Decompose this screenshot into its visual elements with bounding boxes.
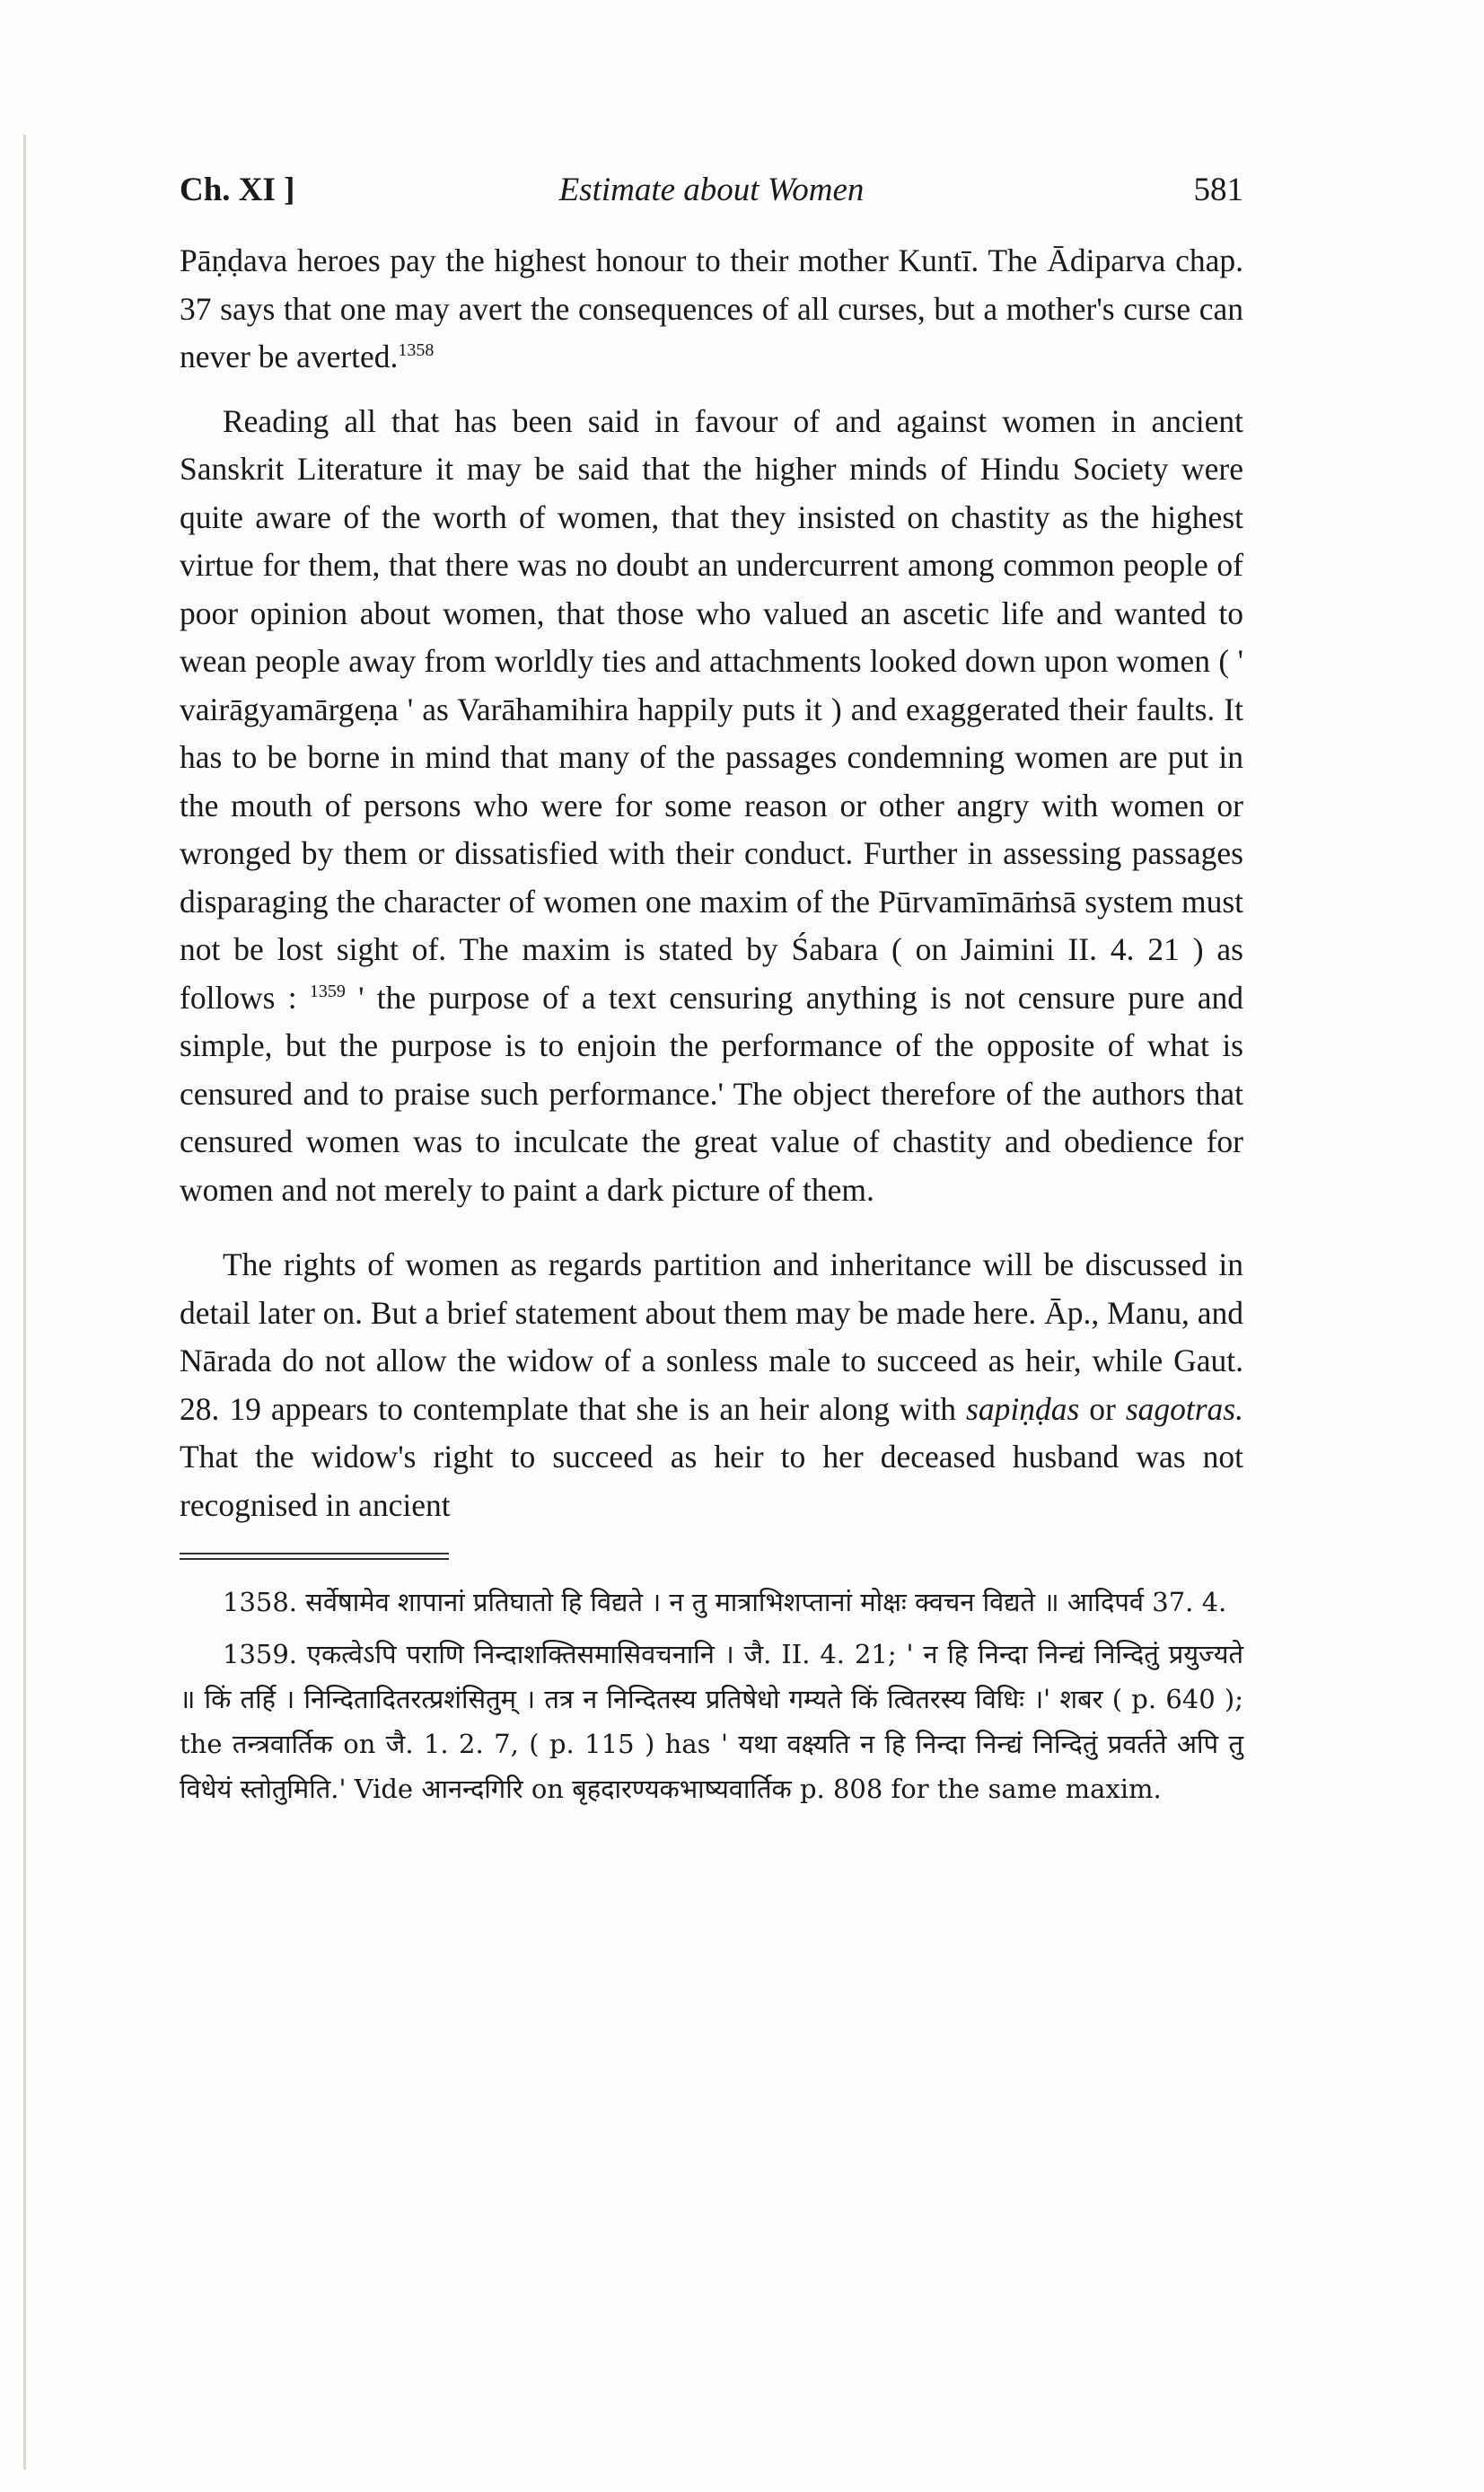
paragraph-2-text-a: Reading all that has been said in favour of and against women in ancient Sanskrit Literature it may be said that the higher minds of Hindu Society were quite aware of the worth of women, that they insisted on chastity as the highest virtue for them, that there was no doubt an undercurrent among common people of poor opinion about women, that those who valued an ascetic life and wanted to wean people away from worldly ties and attachments looked down upon women ( ' vairāgyamārgeṇa ' as Varāhamihira happily puts it ) and exaggerated their faults. It has to be borne in mind that many of the passages condemning women are put in the mouth of persons who were for some reason or other angry with women or wronged by them or dissatisfied with their conduct. Further in assessing passages disparaging the character of women one maxim of the Pūrvamīmāṁsā system must not be lost sight of. The maxim is stated by Śabara ( on Jaimini II. 4. 21 ) as follows : [180, 402, 1243, 1016]
footnote-1358: 1358. सर्वेषामेव शापानां प्रतिघातो हि विद्यते । न तु मात्राभिशप्तानां मोक्षः क्वचन विद्यते ॥ आदिपर्व 37. 4. [223, 1587, 1227, 1617]
term-sagotras: sagotras. [1125, 1390, 1243, 1427]
chapter-label: Ch. XI ] [180, 172, 295, 208]
paragraph-3-text-a: The rights of women as regards partition and inheritance will be discussed in detail later on. But a brief statement about them may be made here. Āp., Manu, and Nārada do not allow the widow of a sonless male to succeed as heir, while Gaut. 28. 19 appears to contemplate that she is an heir along with [180, 1246, 1243, 1427]
paragraph-3-text-b: That the widow's right to succeed as heir to her deceased husband was not recognised in ancient [180, 1439, 1243, 1523]
footnote-1359: 1359. एकत्वेऽपि पराणि निन्दाशक्तिसमासिवचनानि । जै. II. 4. 21; ' न हि निन्दा निन्द्यं निन्दितुं प्रयुज्यते ॥ किं तर्हि । निन्दितादितरत्प्रशंसितुम् । तत्र न निन्दितस्य प्रतिषेधो गम्यते किं त्वितरस्य विधिः ।' शबर ( p. 640 ); the तन्त्रवार्तिक on जै. 1. 2. 7, ( p. 115 ) has ' यथा वक्ष्यति न हि निन्दा निन्द्यं निन्दितुं प्रवर्तते अपि तु विधेयं स्तोतुमिति.' Vide आनन्दगिरि on बृहदारण्यकभाष्यवार्तिक p. 808 for the same maxim. [180, 1639, 1243, 1804]
paragraph-1 [180, 237, 1243, 382]
paragraph-3-mid: or [1079, 1390, 1126, 1427]
running-title: Estimate about Women [558, 172, 865, 208]
book-page [180, 171, 1243, 1811]
body-text [180, 237, 1243, 1529]
footnote-ref-1359: 1359 [309, 981, 346, 1001]
running-header [180, 171, 1243, 217]
paragraph-1-text: Pāṇḍava heroes pay the highest honour to their mother Kuntī. The Ādiparva chap. 37 says that one may avert the consequences of all curses, but a mother's curse can never be averted. [180, 242, 1243, 374]
page-edge-line [23, 135, 26, 2470]
footnotes [180, 1580, 1243, 1811]
paragraph-2-text-b: ' the purpose of a text censuring anything is not censure pure and simple, but the purpose is to enjoin the performance of the opposite of what is censured and to praise such performance.' The object therefore of the authors that censured women was to inculcate the great value of chastity and obedience for women and not merely to paint a dark picture of them. [180, 979, 1243, 1208]
page-number: 581 [1193, 172, 1243, 208]
paragraph-2 [180, 398, 1243, 1215]
paragraph-3 [180, 1241, 1243, 1529]
footnote-ref-1358: 1358 [398, 340, 435, 361]
term-sapindas: sapiṇḍas [966, 1390, 1080, 1427]
footnote-rule [180, 1553, 449, 1554]
